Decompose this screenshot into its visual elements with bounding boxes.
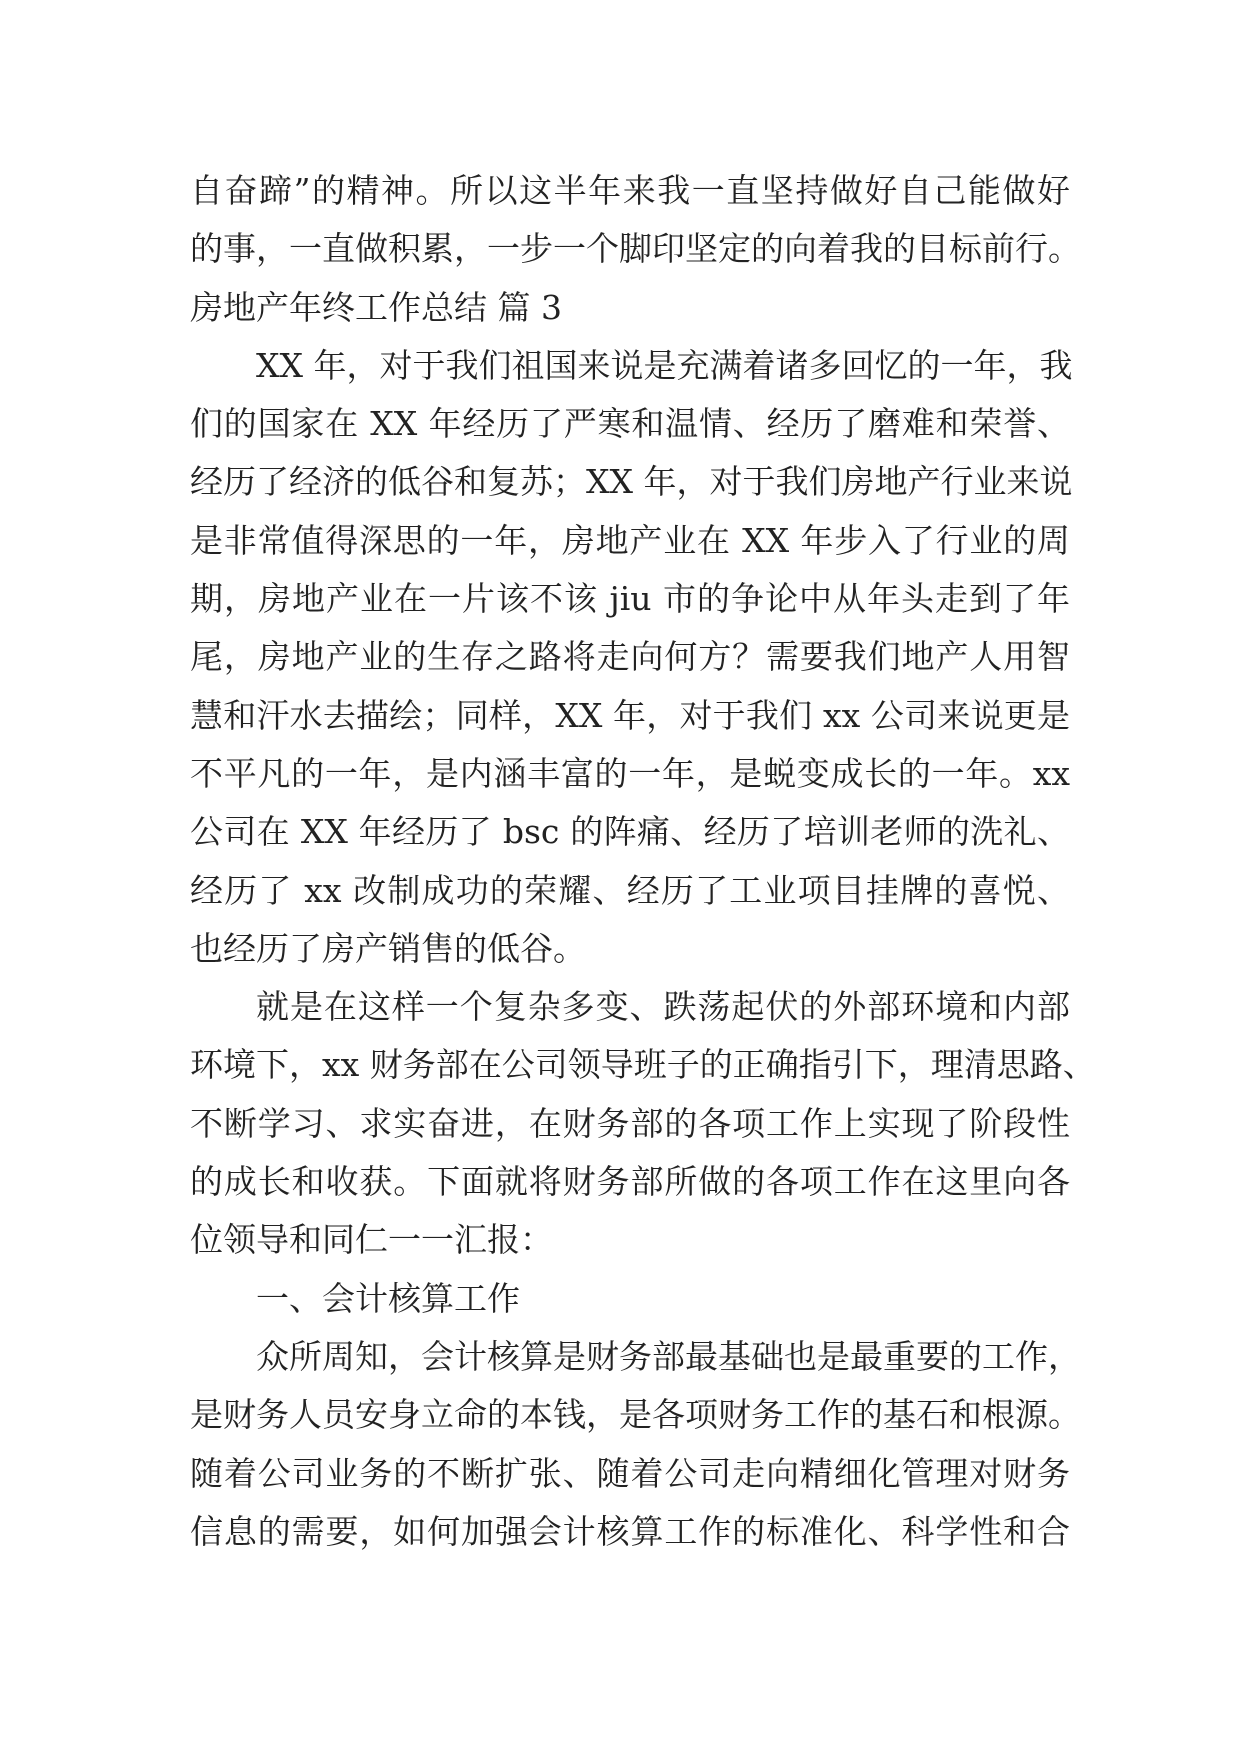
paragraph-first-line: XX 年，对于我们祖国来说是充满着诸多回忆的一年，我: [256, 345, 1073, 385]
text-line: 期，房地产业在一片该不该 jiu 市的争论中从年头走到了年: [190, 579, 1070, 619]
paragraph-first-line: 就是在这样一个复杂多变、跌荡起伏的外部环境和内部: [256, 987, 1070, 1027]
text-line: 的事，一直做积累，一步一个脚印坚定的向着我的目标前行。: [190, 229, 1081, 269]
paragraph-first-line: 众所周知，会计核算是财务部最基础也是最重要的工作，: [256, 1336, 1081, 1376]
paragraph-last-line: 位领导和同仁一一汇报：: [190, 1220, 553, 1260]
text-line: 经历了经济的低谷和复苏；XX 年，对于我们房地产行业来说: [190, 462, 1073, 502]
text-line: 不断学习、求实奋进，在财务部的各项工作上实现了阶段性: [190, 1103, 1070, 1143]
document-body: [190, 162, 1096, 1561]
subsection-heading: 一、会计核算工作: [256, 1278, 520, 1318]
text-line: 自奋蹄”的精神。所以这半年来我一直坚持做好自己能做好: [190, 171, 1070, 210]
text-line: 是非常值得深思的一年，房地产业在 XX 年步入了行业的周: [190, 520, 1070, 560]
text-line: 慧和汗水去描绘；同样，XX 年，对于我们 xx 公司来说更是: [190, 695, 1070, 735]
section-heading: 房地产年终工作总结 篇 3: [190, 287, 562, 327]
text-line: 们的国家在 XX 年经历了严寒和温情、经历了磨难和荣誉、: [190, 404, 1070, 444]
text-line: 不平凡的一年，是内涵丰富的一年，是蜕变成长的一年。xx: [190, 753, 1070, 793]
text-line: 经历了 xx 改制成功的荣耀、经历了工业项目挂牌的喜悦、: [190, 870, 1070, 910]
text-line: 公司在 XX 年经历了 bsc 的阵痛、经历了培训老师的洗礼、: [190, 812, 1070, 852]
text-line: 信息的需要，如何加强会计核算工作的标准化、科学性和合: [190, 1511, 1070, 1551]
paragraph-last-line: 也经历了房产销售的低谷。: [190, 928, 586, 968]
text-line: 是财务人员安身立命的本钱，是各项财务工作的基石和根源。: [190, 1395, 1081, 1435]
text-line: 的成长和收获。下面就将财务部所做的各项工作在这里向各: [190, 1162, 1070, 1202]
text-line: 随着公司业务的不断扩张、随着公司走向精细化管理对财务: [190, 1453, 1070, 1493]
text-line: 环境下，xx 财务部在公司领导班子的正确指引下，理清思路、: [190, 1045, 1096, 1085]
text-line: 尾，房地产业的生存之路将走向何方？需要我们地产人用智: [190, 637, 1070, 677]
